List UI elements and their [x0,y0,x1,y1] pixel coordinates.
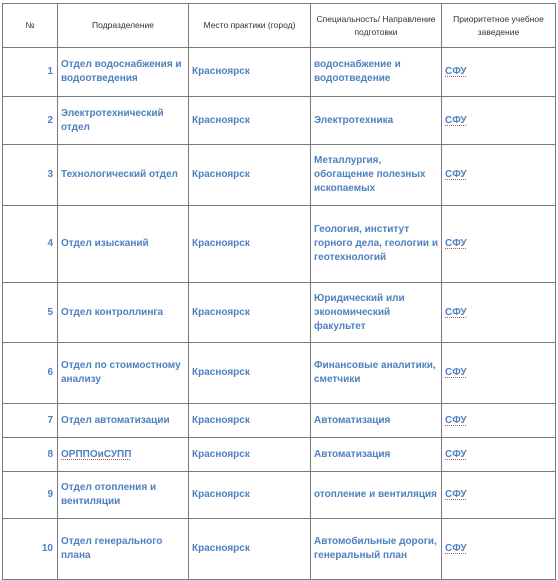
row-division: Отдел изысканий [58,206,189,283]
header-specialty: Специальность/ Направление подготовки [311,4,442,48]
row-division: Отдел генерального плана [58,519,189,580]
school-link[interactable]: СФУ [445,238,467,249]
row-specialty: Геология, институт горного дела, геологии и геотехнологий [311,206,442,283]
header-school: Приоритетное учебное заведение [442,4,556,48]
row-specialty: отопление и вентиляция [311,472,442,519]
row-city: Красноярск [189,519,311,580]
table-row [3,343,556,404]
table-row [3,48,556,97]
row-city: Красноярск [189,206,311,283]
row-specialty: Финансовые аналитики, сметчики [311,343,442,404]
row-division: Отдел по стоимостному анализу [58,343,189,404]
header-city: Место практики (город) [189,4,311,48]
row-city: Красноярск [189,283,311,343]
row-specialty: Автоматизация [311,438,442,472]
school-link[interactable]: СФУ [445,543,467,554]
row-specialty: Автоматизация [311,404,442,438]
row-num: 4 [3,206,58,283]
row-division: Отдел автоматизации [58,404,189,438]
school-link[interactable]: СФУ [445,489,467,500]
school-link[interactable]: СФУ [445,114,467,126]
row-division: Технологический отдел [58,145,189,206]
row-division: Отдел отопления и вентиляции [58,472,189,519]
row-city: Красноярск [189,438,311,472]
table-row [3,97,556,145]
table-row [3,519,556,580]
header-division: Подразделение [58,4,189,48]
row-division: Отдел контроллинга [58,283,189,343]
school-link[interactable]: СФУ [445,414,467,426]
table-row [3,472,556,519]
row-num: 5 [3,283,58,343]
school-link[interactable]: СФУ [445,169,467,180]
row-city: Красноярск [189,145,311,206]
table-row [3,206,556,283]
row-num: 10 [3,519,58,580]
school-link[interactable]: СФУ [445,367,467,378]
row-specialty: водоснабжение и водоотведение [311,48,442,97]
row-division: ОРППОиСУПП [61,448,132,460]
row-city: Красноярск [189,472,311,519]
table-row [3,404,556,438]
row-num: 8 [3,438,58,472]
row-num: 1 [3,48,58,97]
row-specialty: Автомобильные дороги, генеральный план [311,519,442,580]
row-specialty: Металлургия, обогащение полезных ископаемых [311,145,442,206]
row-specialty: Юридический или экономический факультет [311,283,442,343]
internship-table [2,3,556,580]
row-city: Красноярск [189,343,311,404]
school-link[interactable]: СФУ [445,306,467,318]
school-link[interactable]: СФУ [445,66,467,77]
row-num: 7 [3,404,58,438]
row-division: Электротехнический отдел [58,97,189,145]
school-link[interactable]: СФУ [445,448,467,460]
row-city: Красноярск [189,48,311,97]
header-row [3,4,556,48]
table-row [3,145,556,206]
row-city: Красноярск [189,404,311,438]
row-division: Отдел водоснабжения и водоотведения [58,48,189,97]
row-city: Красноярск [189,97,311,145]
header-num: № [3,4,58,48]
row-num: 9 [3,472,58,519]
table-row [3,438,556,472]
row-num: 6 [3,343,58,404]
row-num: 2 [3,97,58,145]
row-specialty: Электротехника [311,97,442,145]
table-row [3,283,556,343]
row-num: 3 [3,145,58,206]
